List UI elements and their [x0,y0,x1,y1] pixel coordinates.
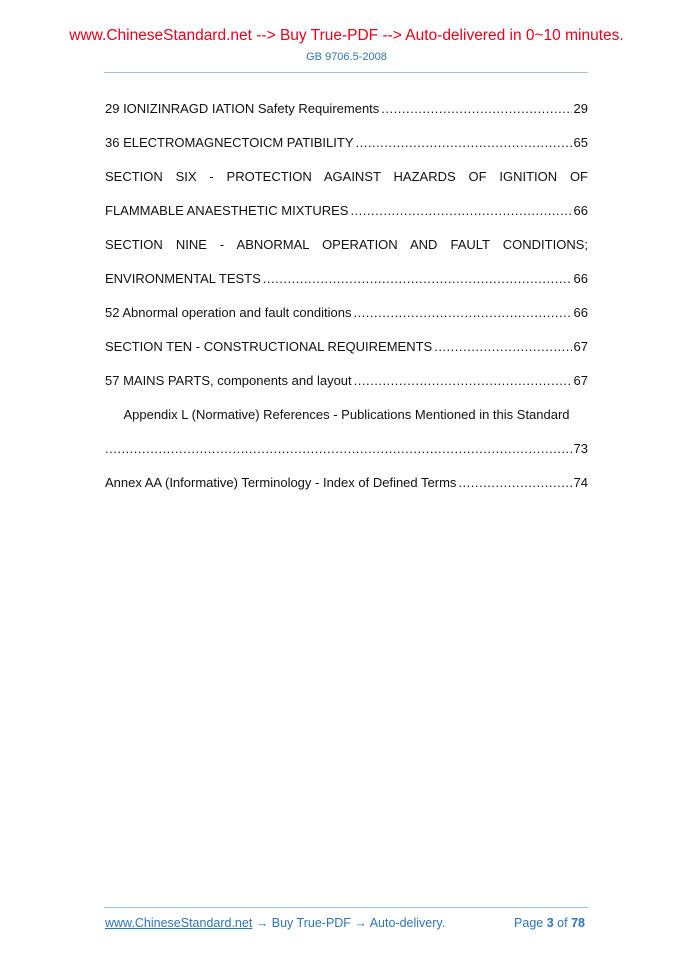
toc-entry-title: Annex AA (Informative) Terminology - Index of Defined Terms [105,475,457,490]
toc-entry-title: FLAMMABLE ANAESTHETIC MIXTURES [105,203,349,218]
toc-entry-page: 74 [573,475,588,490]
table-of-contents [105,101,588,490]
toc-entry-page: 66 [573,203,588,218]
of-label: of [557,916,568,930]
footer-divider [104,907,588,908]
toc-leader-dots [458,475,571,490]
footer-links [105,916,445,930]
toc-leader-dots [263,271,572,286]
toc-entry[interactable] [105,169,588,218]
toc-leader-dots [354,373,572,388]
toc-entry[interactable] [105,305,588,320]
toc-leader-dots [105,441,572,456]
footer-site-link[interactable]: www.ChineseStandard.net [105,916,253,930]
total-pages: 78 [571,916,585,930]
toc-entry-title: 57 MAINS PARTS, components and layout [105,373,352,388]
toc-entry-title: ENVIRONMENTAL TESTS [105,271,261,286]
toc-entry-title-line1: Appendix L (Normative) References - Publications Mentioned in this Standard [123,407,570,422]
toc-entry[interactable] [105,237,588,286]
toc-entry[interactable] [105,373,588,388]
toc-entry[interactable] [105,101,588,116]
toc-entry-page: 66 [573,305,588,320]
toc-entry-title-line1: SECTION SIX - PROTECTION AGAINST HAZARDS OF IGNITION OF [105,169,588,184]
footer-links-text: → Buy True-PDF → Auto-delivery. [252,916,446,930]
toc-entry-line2 [105,203,588,218]
toc-entry-title-line1: SECTION NINE - ABNORMAL OPERATION AND FAULT CONDITIONS; [105,237,588,252]
toc-entry-page: 66 [573,271,588,286]
toc-leader-dots [350,203,571,218]
page-number: 3 [546,916,554,930]
header-divider [104,72,588,73]
toc-entry-line2 [105,441,588,456]
toc-entry-page: 67 [573,373,588,388]
toc-entry-page: 65 [573,135,588,150]
toc-entry-title: 36 ELECTROMAGNECTOICM PATIBILITY [105,135,354,150]
banner-text: --> Buy True-PDF --> Auto-delivered in 0~10 minutes. [251,27,624,44]
toc-entry[interactable] [105,339,588,354]
banner-site-link[interactable]: www.ChineseStandard.net [69,27,252,44]
page-label: Page [514,916,544,930]
toc-entry[interactable] [105,407,588,456]
toc-entry-title: SECTION TEN - CONSTRUCTIONAL REQUIREMENTS [105,339,433,354]
toc-entry-page: 73 [573,441,588,456]
toc-leader-dots [353,305,571,320]
toc-leader-dots [434,339,571,354]
toc-leader-dots [381,101,571,116]
toc-entry-line2 [105,271,588,286]
standard-code: GB 9706.5-2008 [306,51,387,63]
toc-entry[interactable] [105,475,588,490]
toc-entry-page: 67 [573,339,588,354]
toc-entry-title: 29 IONIZINRAGD IATION Safety Requirements [105,101,380,116]
toc-entry-title: 52 Abnormal operation and fault conditions [105,305,352,320]
toc-entry-page: 29 [573,101,588,116]
toc-leader-dots [356,135,572,150]
promo-banner[interactable] [0,27,693,45]
page-footer [105,916,585,930]
toc-entry[interactable] [105,135,588,150]
page-indicator [514,916,585,930]
